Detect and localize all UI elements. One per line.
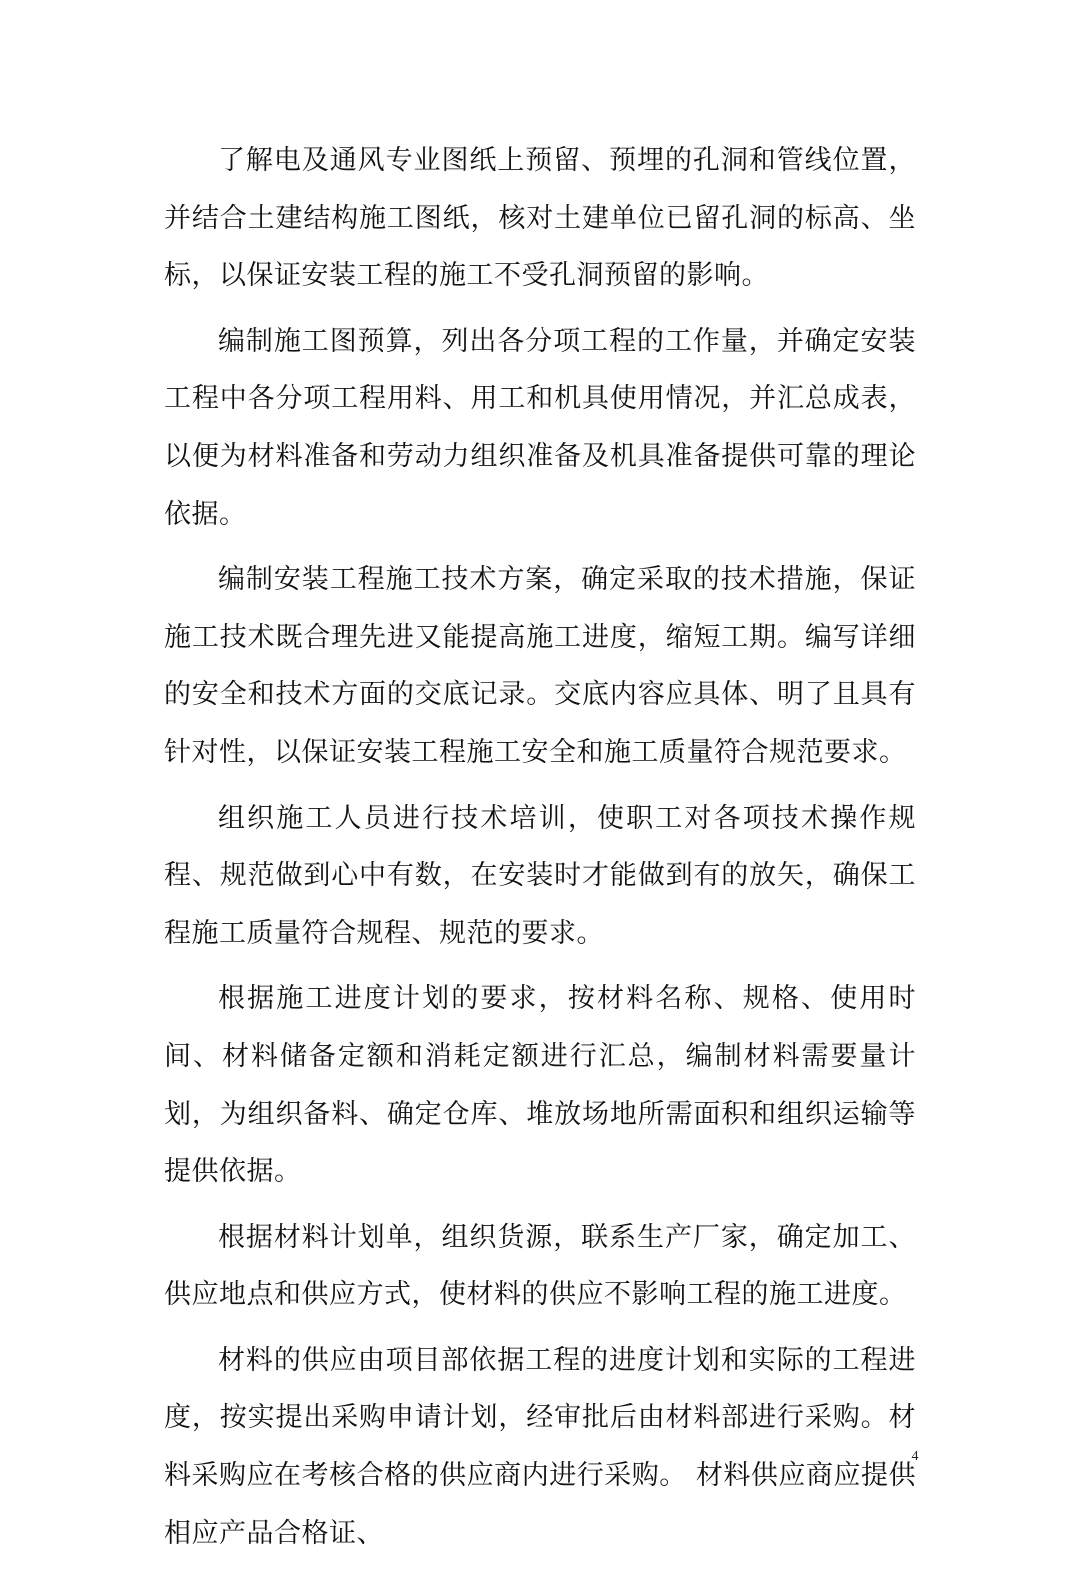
paragraph-7: 材料的供应由项目部依据工程的进度计划和实际的工程进度，按实提出采购申请计划，经审批后由材料部进行采购。材料采购应在考核合格的供应商内进行采购。 材料供应商应提供相应产品合格证、: [164, 1344, 916, 1549]
paragraph-3: 编制安装工程施工技术方案，确定采取的技术措施，保证施工技术既合理先进又能提高施工进度，缩短工期。编写详细的安全和技术方面的交底记录。交底内容应具体、明了且具有针对性，以保证安装工程施工安全和施工质量符合规范要求。: [164, 564, 916, 768]
page-number: 4: [911, 1449, 919, 1464]
paragraph-4: 组织施工人员进行技术培训，使职工对各项技术操作规程、规范做到心中有数，在安装时才能做到有的放矢，确保工程施工质量符合规程、规范的要求。: [164, 802, 916, 949]
paragraph-5: 根据施工进度计划的要求，按材料名称、规格、使用时间、材料储备定额和消耗定额进行汇总，编制材料需要量计划，为组织备料、确定仓库、堆放场地所需面积和组织运输等提供依据。: [164, 983, 916, 1188]
paragraph-6: 根据材料计划单，组织货源，联系生产厂家，确定加工、供应地点和供应方式，使材料的供应不影响工程的施工进度。: [164, 1221, 916, 1311]
paragraph-1: 了解电及通风专业图纸上预留、预埋的孔洞和管线位置，并结合土建结构施工图纸，核对土建单位已留孔洞的标高、坐标，以保证安装工程的施工不受孔洞预留的影响。: [164, 145, 916, 292]
document-body: [164, 132, 916, 1570]
paragraph-2: 编制施工图预算，列出各分项工程的工作量，并确定安装工程中各分项工程用料、用工和机具使用情况，并汇总成表，以便为材料准备和劳动力组织准备及机具准备提供可靠的理论依据。: [164, 325, 916, 530]
